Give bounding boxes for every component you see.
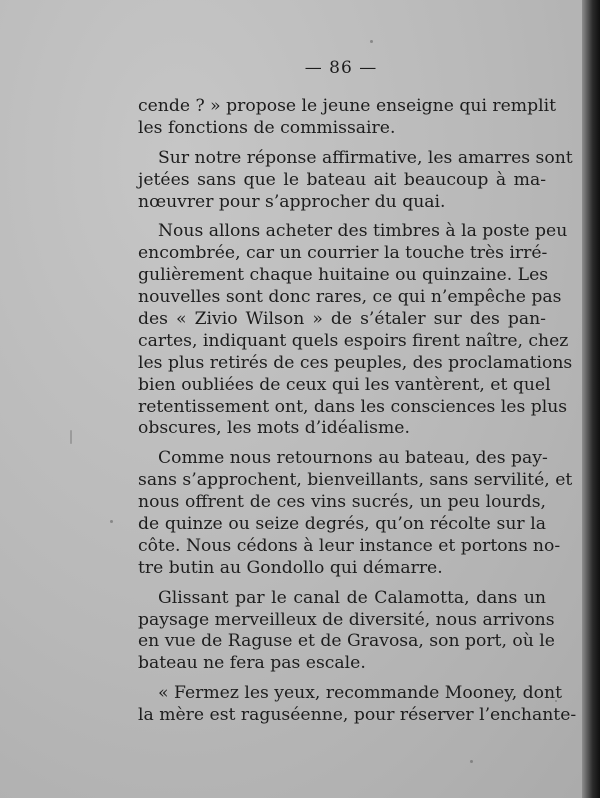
paper-speck <box>70 430 72 444</box>
text-line: bateau ne fera pas escale. <box>138 653 366 674</box>
text-line: jetées sans que le bateau ait beaucoup à ma- <box>138 169 546 190</box>
text-line: retentissement ont, dans les consciences les plus <box>138 396 568 417</box>
paragraph <box>138 221 573 440</box>
paragraph <box>138 587 555 676</box>
text-line: les plus retirés de ces peuples, des proclamations <box>138 352 573 373</box>
text-line: encombrée, car un courrier la touche très irré- <box>138 243 548 264</box>
page-number: — 86 — <box>304 58 378 78</box>
text-line: gulièrement chaque huitaine ou quinzaine. Les <box>138 265 549 286</box>
text-line: cende ? » propose le jeune enseigne qui remplit <box>138 96 556 116</box>
text-line: « Fermez les yeux, recommande Mooney, dont <box>158 683 562 704</box>
text-line: Glissant par le canal de Calamotta, dans un <box>158 587 546 608</box>
paragraph <box>138 147 573 214</box>
text-line: en vue de Raguse et de Gravosa, son port, où le <box>138 631 555 652</box>
text-line: obscures, les mots d’idéalisme. <box>138 418 410 439</box>
text-line: cartes, indiquant quels espoirs firent naître, chez <box>138 330 569 351</box>
text-line: nœuvrer pour s’approcher du quai. <box>138 191 446 212</box>
text-line: sans s’approchent, bienveillants, sans servilité, et <box>138 470 573 491</box>
paper-speck <box>370 40 373 43</box>
body-text <box>138 96 577 735</box>
text-line: Nous allons acheter des timbres à la poste peu <box>158 221 568 242</box>
page-gutter-shadow <box>582 0 600 798</box>
text-line: la mère est raguséenne, pour réserver l’enchante- <box>138 705 577 726</box>
text-line: nouvelles sont donc rares, ce qui n’empêche pas <box>138 287 562 308</box>
text-line: nous offrent de ces vins sucrés, un peu lourds, <box>138 492 546 513</box>
paragraph <box>138 448 573 579</box>
text-line: les fonctions de commissaire. <box>138 117 396 138</box>
text-line: de quinze ou seize degrés, qu’on récolte sur la <box>138 514 546 535</box>
text-line: Sur notre réponse affirmative, les amarres sont <box>158 147 573 168</box>
paper-speck <box>470 760 473 763</box>
paragraph <box>138 683 577 727</box>
text-line: des « Zivio Wilson » de s’étaler sur des pan- <box>138 309 546 330</box>
text-line: bien oubliées de ceux qui les vantèrent, et quel <box>138 374 551 395</box>
text-line: paysage merveilleux de diversité, nous arrivons <box>138 609 555 630</box>
text-line: côte. Nous cédons à leur instance et portons no- <box>138 535 561 556</box>
text-line: Comme nous retournons au bateau, des pay- <box>158 448 548 469</box>
paper-speck <box>110 520 113 523</box>
text-line: tre butin au Gondollo qui démarre. <box>138 557 443 578</box>
paragraph <box>138 96 556 140</box>
